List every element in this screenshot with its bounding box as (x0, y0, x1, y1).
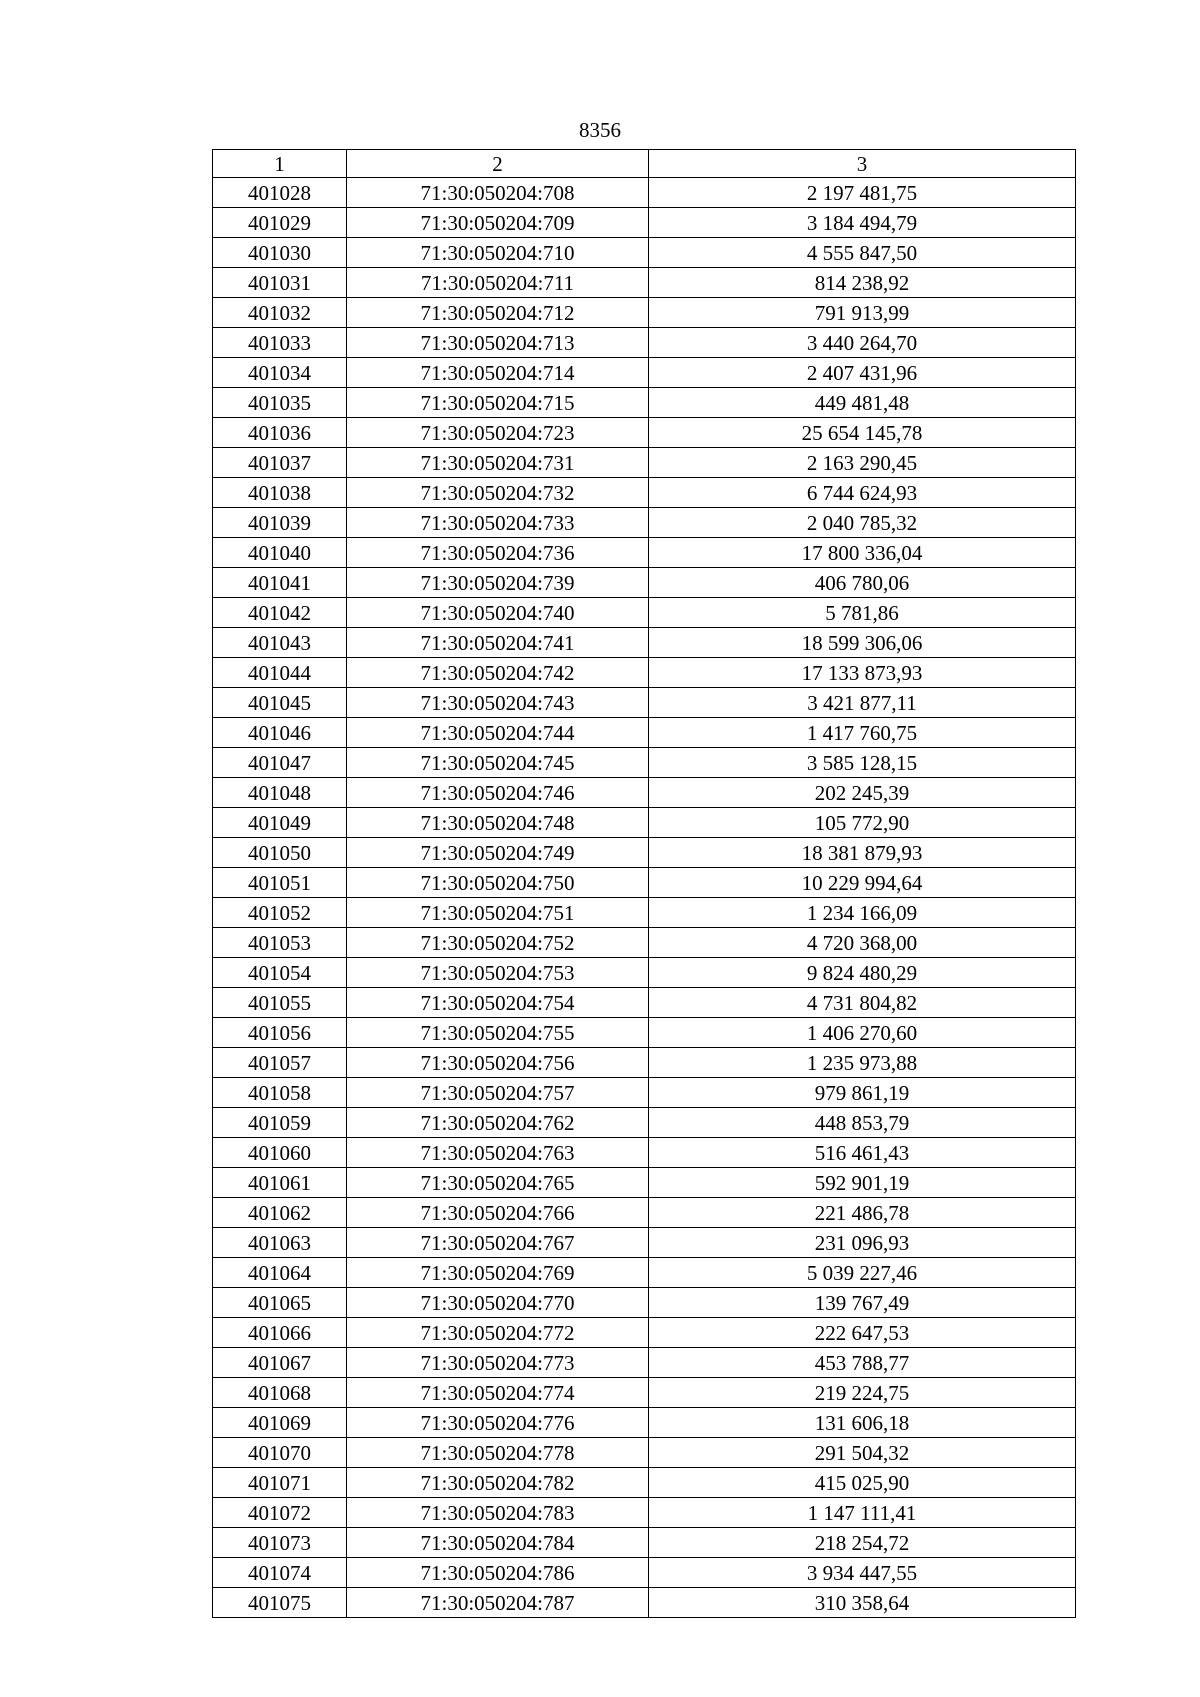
value-cell: 139 767,49 (649, 1288, 1076, 1318)
table-row (213, 718, 1076, 748)
table-row (213, 1168, 1076, 1198)
header-row (213, 150, 1076, 178)
value-cell: 4 720 368,00 (649, 928, 1076, 958)
cadastral-number-cell: 71:30:050204:736 (347, 538, 649, 568)
value-cell: 448 853,79 (649, 1108, 1076, 1138)
cadastral-number-cell: 71:30:050204:709 (347, 208, 649, 238)
record-number-cell: 401038 (213, 478, 347, 508)
cadastral-number-cell: 71:30:050204:748 (347, 808, 649, 838)
table-row (213, 958, 1076, 988)
cadastral-number-cell: 71:30:050204:765 (347, 1168, 649, 1198)
cadastral-number-cell: 71:30:050204:731 (347, 448, 649, 478)
record-number-cell: 401034 (213, 358, 347, 388)
table-row (213, 1198, 1076, 1228)
record-number-cell: 401069 (213, 1408, 347, 1438)
table-row (213, 208, 1076, 238)
table-row (213, 418, 1076, 448)
table-row (213, 268, 1076, 298)
cadastral-number-cell: 71:30:050204:710 (347, 238, 649, 268)
table-row (213, 1438, 1076, 1468)
cadastral-number-cell: 71:30:050204:773 (347, 1348, 649, 1378)
table-row (213, 868, 1076, 898)
cadastral-number-cell: 71:30:050204:744 (347, 718, 649, 748)
table-row (213, 688, 1076, 718)
table-row (213, 1258, 1076, 1288)
column-header-3: 3 (649, 150, 1076, 178)
table-row (213, 328, 1076, 358)
record-number-cell: 401050 (213, 838, 347, 868)
record-number-cell: 401030 (213, 238, 347, 268)
cadastral-number-cell: 71:30:050204:740 (347, 598, 649, 628)
table-row (213, 1498, 1076, 1528)
record-number-cell: 401063 (213, 1228, 347, 1258)
cadastral-number-cell: 71:30:050204:774 (347, 1378, 649, 1408)
record-number-cell: 401041 (213, 568, 347, 598)
value-cell: 2 040 785,32 (649, 508, 1076, 538)
cadastral-number-cell: 71:30:050204:750 (347, 868, 649, 898)
record-number-cell: 401070 (213, 1438, 347, 1468)
cadastral-number-cell: 71:30:050204:743 (347, 688, 649, 718)
record-number-cell: 401064 (213, 1258, 347, 1288)
record-number-cell: 401066 (213, 1318, 347, 1348)
cadastral-number-cell: 71:30:050204:767 (347, 1228, 649, 1258)
value-cell: 17 800 336,04 (649, 538, 1076, 568)
record-number-cell: 401049 (213, 808, 347, 838)
record-number-cell: 401039 (213, 508, 347, 538)
record-number-cell: 401047 (213, 748, 347, 778)
value-cell: 219 224,75 (649, 1378, 1076, 1408)
table-header (213, 150, 1076, 178)
record-number-cell: 401044 (213, 658, 347, 688)
table-row (213, 1318, 1076, 1348)
cadastral-number-cell: 71:30:050204:746 (347, 778, 649, 808)
record-number-cell: 401040 (213, 538, 347, 568)
value-cell: 3 934 447,55 (649, 1558, 1076, 1588)
cadastral-number-cell: 71:30:050204:723 (347, 418, 649, 448)
cadastral-number-cell: 71:30:050204:752 (347, 928, 649, 958)
record-number-cell: 401046 (213, 718, 347, 748)
value-cell: 3 184 494,79 (649, 208, 1076, 238)
table-row (213, 1048, 1076, 1078)
cadastral-number-cell: 71:30:050204:753 (347, 958, 649, 988)
cadastral-number-cell: 71:30:050204:708 (347, 178, 649, 208)
value-cell: 202 245,39 (649, 778, 1076, 808)
table-row (213, 1018, 1076, 1048)
record-number-cell: 401036 (213, 418, 347, 448)
value-cell: 9 824 480,29 (649, 958, 1076, 988)
record-number-cell: 401032 (213, 298, 347, 328)
value-cell: 17 133 873,93 (649, 658, 1076, 688)
table-row (213, 508, 1076, 538)
value-cell: 231 096,93 (649, 1228, 1076, 1258)
table-row (213, 1108, 1076, 1138)
table-row (213, 478, 1076, 508)
table-row (213, 238, 1076, 268)
record-number-cell: 401065 (213, 1288, 347, 1318)
record-number-cell: 401029 (213, 208, 347, 238)
cadastral-number-cell: 71:30:050204:733 (347, 508, 649, 538)
cadastral-number-cell: 71:30:050204:776 (347, 1408, 649, 1438)
table-row (213, 928, 1076, 958)
value-cell: 4 555 847,50 (649, 238, 1076, 268)
table-row (213, 658, 1076, 688)
table-row (213, 568, 1076, 598)
table-row (213, 1528, 1076, 1558)
record-number-cell: 401031 (213, 268, 347, 298)
record-number-cell: 401054 (213, 958, 347, 988)
value-cell: 5 039 227,46 (649, 1258, 1076, 1288)
value-cell: 2 407 431,96 (649, 358, 1076, 388)
value-cell: 1 406 270,60 (649, 1018, 1076, 1048)
table-row (213, 178, 1076, 208)
record-number-cell: 401075 (213, 1588, 347, 1618)
value-cell: 3 585 128,15 (649, 748, 1076, 778)
table-row (213, 1228, 1076, 1258)
column-header-2: 2 (347, 150, 649, 178)
table-row (213, 1558, 1076, 1588)
table-row (213, 1468, 1076, 1498)
table-row (213, 358, 1076, 388)
cadastral-number-cell: 71:30:050204:782 (347, 1468, 649, 1498)
table-row (213, 388, 1076, 418)
table-row (213, 898, 1076, 928)
value-cell: 1 147 111,41 (649, 1498, 1076, 1528)
record-number-cell: 401042 (213, 598, 347, 628)
table-row (213, 538, 1076, 568)
cadastral-number-cell: 71:30:050204:754 (347, 988, 649, 1018)
record-number-cell: 401035 (213, 388, 347, 418)
column-header-1: 1 (213, 150, 347, 178)
record-number-cell: 401053 (213, 928, 347, 958)
record-number-cell: 401061 (213, 1168, 347, 1198)
cadastral-number-cell: 71:30:050204:763 (347, 1138, 649, 1168)
page-number: 8356 (579, 118, 621, 142)
cadastral-number-cell: 71:30:050204:711 (347, 268, 649, 298)
value-cell: 291 504,32 (649, 1438, 1076, 1468)
record-number-cell: 401055 (213, 988, 347, 1018)
record-number-cell: 401062 (213, 1198, 347, 1228)
cadastral-number-cell: 71:30:050204:739 (347, 568, 649, 598)
record-number-cell: 401033 (213, 328, 347, 358)
table-row (213, 1378, 1076, 1408)
value-cell: 25 654 145,78 (649, 418, 1076, 448)
cadastral-number-cell: 71:30:050204:772 (347, 1318, 649, 1348)
record-number-cell: 401060 (213, 1138, 347, 1168)
value-cell: 218 254,72 (649, 1528, 1076, 1558)
cadastral-number-cell: 71:30:050204:713 (347, 328, 649, 358)
record-number-cell: 401037 (213, 448, 347, 478)
table-row (213, 1348, 1076, 1378)
value-cell: 2 197 481,75 (649, 178, 1076, 208)
table-row (213, 838, 1076, 868)
value-cell: 791 913,99 (649, 298, 1076, 328)
value-cell: 18 381 879,93 (649, 838, 1076, 868)
record-number-cell: 401043 (213, 628, 347, 658)
table-row (213, 988, 1076, 1018)
cadastral-number-cell: 71:30:050204:755 (347, 1018, 649, 1048)
table-row (213, 1408, 1076, 1438)
cadastral-number-cell: 71:30:050204:762 (347, 1108, 649, 1138)
registry-table (212, 149, 1076, 1618)
value-cell: 1 235 973,88 (649, 1048, 1076, 1078)
cadastral-number-cell: 71:30:050204:784 (347, 1528, 649, 1558)
record-number-cell: 401072 (213, 1498, 347, 1528)
value-cell: 1 234 166,09 (649, 898, 1076, 928)
cadastral-number-cell: 71:30:050204:787 (347, 1588, 649, 1618)
value-cell: 453 788,77 (649, 1348, 1076, 1378)
cadastral-number-cell: 71:30:050204:766 (347, 1198, 649, 1228)
cadastral-number-cell: 71:30:050204:715 (347, 388, 649, 418)
record-number-cell: 401074 (213, 1558, 347, 1588)
value-cell: 449 481,48 (649, 388, 1076, 418)
value-cell: 979 861,19 (649, 1078, 1076, 1108)
value-cell: 105 772,90 (649, 808, 1076, 838)
cadastral-number-cell: 71:30:050204:770 (347, 1288, 649, 1318)
cadastral-number-cell: 71:30:050204:756 (347, 1048, 649, 1078)
table-row (213, 1588, 1076, 1618)
cadastral-number-cell: 71:30:050204:732 (347, 478, 649, 508)
table-row (213, 1138, 1076, 1168)
value-cell: 415 025,90 (649, 1468, 1076, 1498)
record-number-cell: 401071 (213, 1468, 347, 1498)
table-row (213, 448, 1076, 478)
cadastral-number-cell: 71:30:050204:751 (347, 898, 649, 928)
record-number-cell: 401045 (213, 688, 347, 718)
record-number-cell: 401067 (213, 1348, 347, 1378)
value-cell: 2 163 290,45 (649, 448, 1076, 478)
value-cell: 221 486,78 (649, 1198, 1076, 1228)
record-number-cell: 401051 (213, 868, 347, 898)
cadastral-number-cell: 71:30:050204:745 (347, 748, 649, 778)
cadastral-number-cell: 71:30:050204:749 (347, 838, 649, 868)
cadastral-number-cell: 71:30:050204:712 (347, 298, 649, 328)
value-cell: 3 440 264,70 (649, 328, 1076, 358)
value-cell: 3 421 877,11 (649, 688, 1076, 718)
value-cell: 4 731 804,82 (649, 988, 1076, 1018)
value-cell: 131 606,18 (649, 1408, 1076, 1438)
cadastral-number-cell: 71:30:050204:778 (347, 1438, 649, 1468)
value-cell: 5 781,86 (649, 598, 1076, 628)
value-cell: 18 599 306,06 (649, 628, 1076, 658)
table-row (213, 778, 1076, 808)
table-row (213, 298, 1076, 328)
cadastral-number-cell: 71:30:050204:757 (347, 1078, 649, 1108)
table-body (213, 178, 1076, 1618)
cadastral-number-cell: 71:30:050204:714 (347, 358, 649, 388)
record-number-cell: 401058 (213, 1078, 347, 1108)
value-cell: 406 780,06 (649, 568, 1076, 598)
record-number-cell: 401052 (213, 898, 347, 928)
cadastral-number-cell: 71:30:050204:769 (347, 1258, 649, 1288)
table-row (213, 808, 1076, 838)
table-row (213, 598, 1076, 628)
cadastral-number-cell: 71:30:050204:741 (347, 628, 649, 658)
table-row (213, 1288, 1076, 1318)
record-number-cell: 401057 (213, 1048, 347, 1078)
cadastral-number-cell: 71:30:050204:742 (347, 658, 649, 688)
value-cell: 592 901,19 (649, 1168, 1076, 1198)
cadastral-number-cell: 71:30:050204:786 (347, 1558, 649, 1588)
table-row (213, 1078, 1076, 1108)
record-number-cell: 401048 (213, 778, 347, 808)
value-cell: 10 229 994,64 (649, 868, 1076, 898)
value-cell: 310 358,64 (649, 1588, 1076, 1618)
value-cell: 6 744 624,93 (649, 478, 1076, 508)
record-number-cell: 401056 (213, 1018, 347, 1048)
value-cell: 1 417 760,75 (649, 718, 1076, 748)
record-number-cell: 401073 (213, 1528, 347, 1558)
table-row (213, 748, 1076, 778)
value-cell: 516 461,43 (649, 1138, 1076, 1168)
record-number-cell: 401028 (213, 178, 347, 208)
record-number-cell: 401059 (213, 1108, 347, 1138)
cadastral-number-cell: 71:30:050204:783 (347, 1498, 649, 1528)
record-number-cell: 401068 (213, 1378, 347, 1408)
table-row (213, 628, 1076, 658)
value-cell: 222 647,53 (649, 1318, 1076, 1348)
value-cell: 814 238,92 (649, 268, 1076, 298)
